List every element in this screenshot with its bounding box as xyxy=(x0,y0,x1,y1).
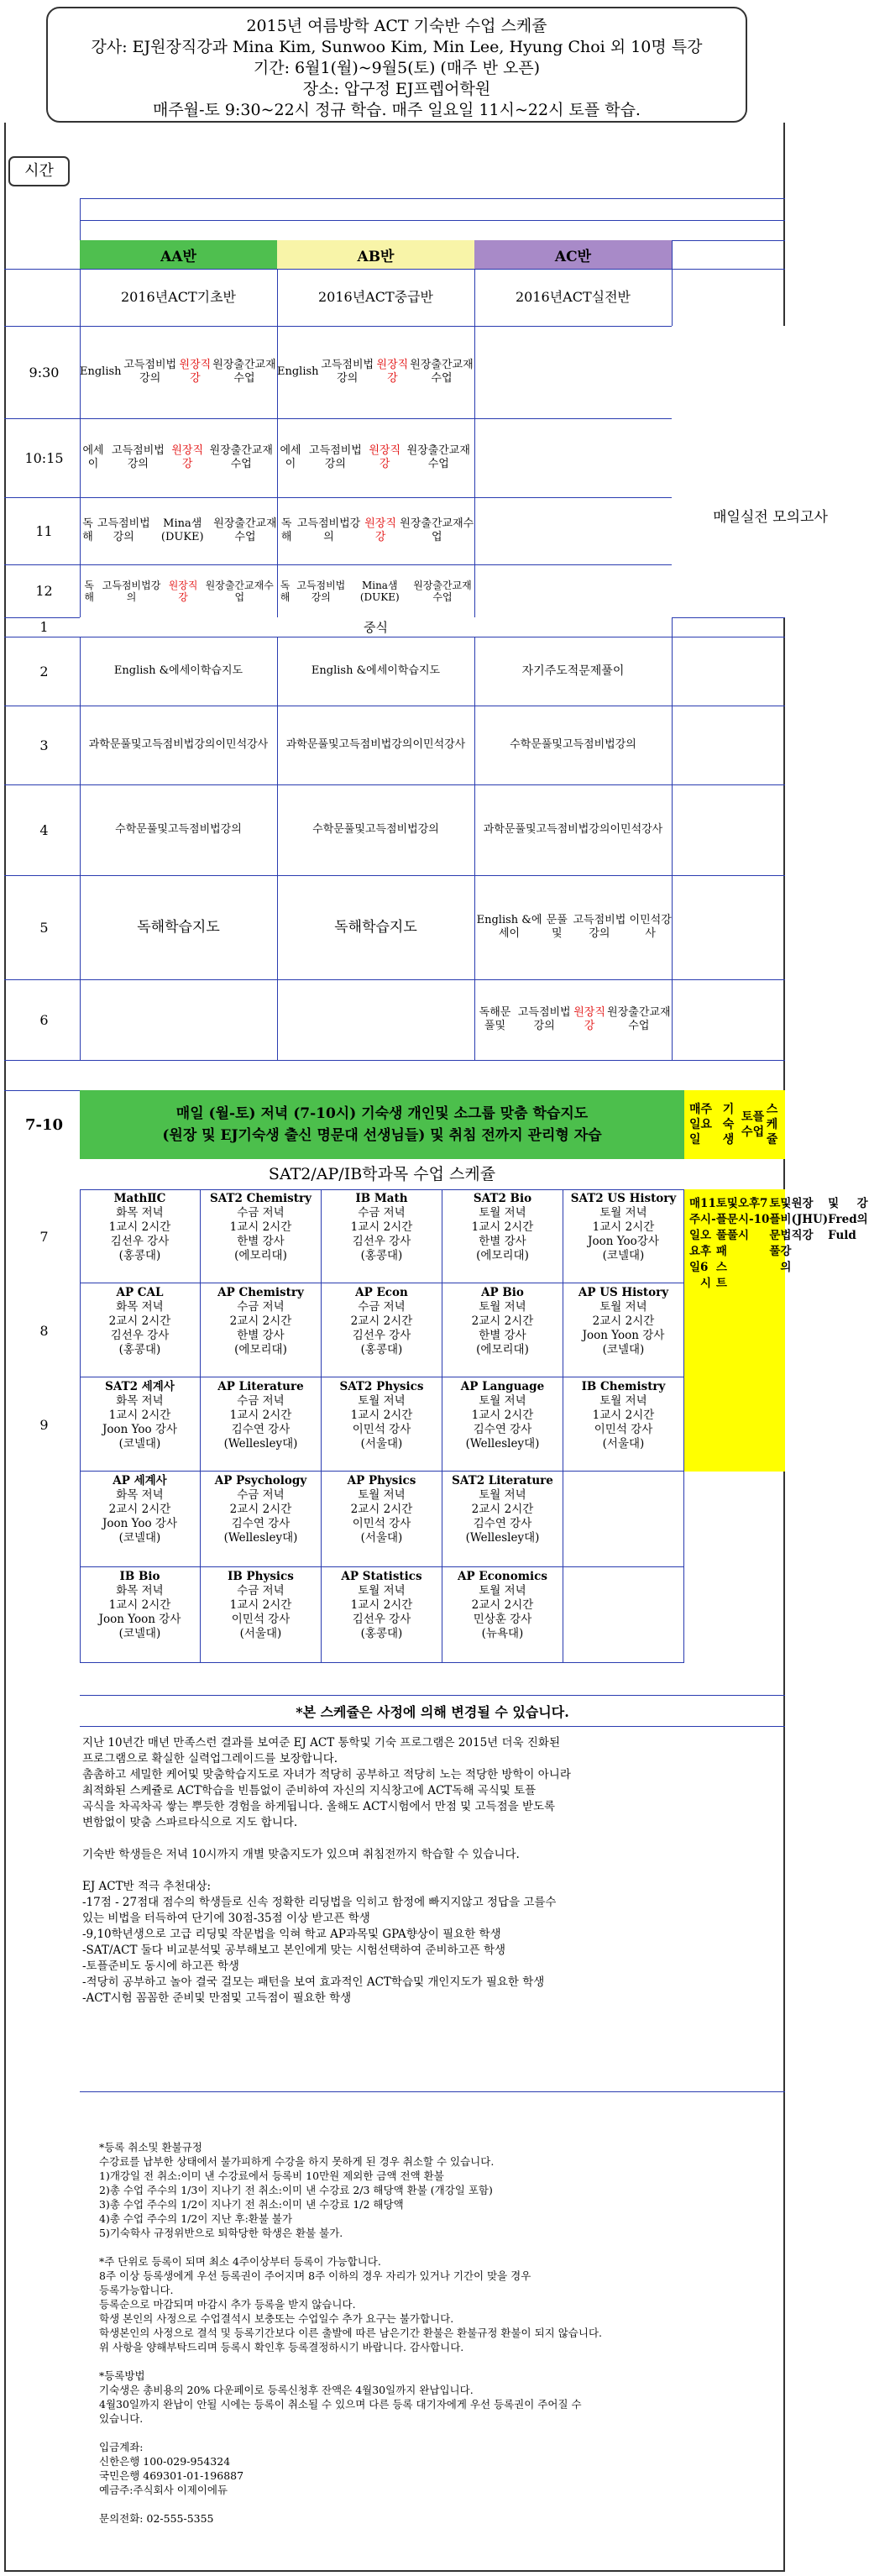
grid-line xyxy=(80,198,785,199)
sat2-class: SAT2 Bio 토월 저녁 1교시 2시간 한별 강사 (에모리대) xyxy=(442,1189,563,1283)
intro-line: 있는 비법을 터득하여 단기에 30점-35점 이상 받고픈 학생 xyxy=(82,1912,370,1925)
sat2-class: SAT2 US History 토월 저녁 1교시 2시간 Joon Yoo강사 (코넬대) xyxy=(563,1189,684,1283)
time-slot-t1015: 10:15 xyxy=(24,449,64,466)
refund-line: 5)기숙학사 규정위반으로 퇴학당한 학생은 환불 불가. xyxy=(99,2227,343,2239)
refund-line: 문의전화: 02-555-5355 xyxy=(99,2512,214,2525)
class-header-1 xyxy=(80,240,277,269)
intro-line: -9,10학년생으로 고급 리딩및 작문법을 익혀 학교 AP과목및 GPA향상이 필요한 학생 xyxy=(82,1928,501,1941)
intro-line: 지난 10년간 매년 만족스런 결과를 보여준 EJ ACT 통학및 기숙 프로그램은 2015년 더욱 진화된 xyxy=(82,1736,560,1750)
refund-line: 수강료를 납부한 상태에서 불가피하게 수강을 하지 못하게 된 경우 취소할 수 있습니다. xyxy=(99,2155,495,2168)
refund-line xyxy=(99,2240,771,2254)
time-slot-t6: 6 xyxy=(39,1011,49,1028)
time-slot-t5: 5 xyxy=(39,919,49,936)
intro-line: 최적화된 스케쥴로 ACT학습을 빈틈없이 준비하여 자신의 지식창고에 ACT독해 곡식및 토플 xyxy=(82,1784,537,1797)
sat2-class: AP Chemistry 수금 저녁 2교시 2시간 한별 강사 (에모리대) xyxy=(201,1283,322,1377)
intro-line xyxy=(82,1831,779,1847)
schedule-title: 2015년 여름방학 ACT 기숙반 수업 스케쥴 xyxy=(246,17,547,35)
sat2-class: SAT2 Literature 토월 저녁 2교시 2시간 김수연 강사 (Wellesley대) xyxy=(442,1472,563,1567)
refund-line: 있습니다. xyxy=(99,2412,144,2425)
ab-1015: 에세이 고득점비법강의 원장직강 원장출간교재수업 xyxy=(280,444,470,470)
sat2-class: AP Bio 토월 저녁 2교시 2시간 한별 강사 (에모리대) xyxy=(442,1283,563,1377)
grid-line xyxy=(80,220,785,221)
refund-line: 예금주:주식회사 이제이에듀 xyxy=(99,2484,228,2496)
aa-1015: 에세이 고득점비법강의 원장직강 원장출간교재수업 xyxy=(82,444,273,470)
refund-line: 입금계좌: xyxy=(99,2441,144,2453)
ac-930 xyxy=(672,326,869,418)
ac-2: 자기주도적문제풀이 xyxy=(521,664,625,678)
time-slot-t4: 4 xyxy=(39,821,49,838)
refund-line: 1)개강일 전 취소:이미 낸 수강료에서 등록비 10만원 제외한 금액 전액 환불 xyxy=(99,2169,444,2182)
ab-12: 독해 고득점비법강의 Mina샘(DUKE) 원장출간교재수업 xyxy=(280,579,472,603)
sat2-class: IB Bio 화목 저녁 1교시 2시간 Joon Yoon 강사 (코넬대) xyxy=(80,1567,201,1663)
refund-line: 3)총 수업 주수의 1/2이 지나기 전 취소:이미 낸 수강료 1/2 해당액 xyxy=(99,2198,404,2211)
time-slot-t11: 11 xyxy=(35,522,53,539)
class-schedule-grid xyxy=(4,193,828,1159)
sat2-class: AP Economics 토월 저녁 2교시 2시간 민상훈 강사 (뉴욕대) xyxy=(442,1567,563,1663)
class-header-2 xyxy=(277,240,474,269)
grid-line xyxy=(80,1189,81,1663)
intro-line: 촘촘하고 세밀한 케어및 맞춤학습지도로 자녀가 적당히 공부하고 적당히 노는 적당한 방학이 아니라 xyxy=(82,1768,571,1781)
intro-line: -17점 - 27점대 점수의 학생들로 신속 정확한 리딩법을 익히고 함정에 빠지지않고 정답을 고를수 xyxy=(82,1896,557,1909)
intro-line: -적당히 공부하고 놀아 결국 걸모는 패턴을 보여 효과적인 ACT학습및 개인지도가 필요한 학생 xyxy=(82,1975,545,1989)
ab-930: English 고득점비법강의 원장직강 원장출간교재수업 xyxy=(277,359,474,385)
sunday-detail: 매주 일요일 11시-오후6시 토플 풀패스트 및 문풀 오후7시-10시 토플문풀 및 비법강의 원장(JHU)직강 및 Fred Fuld 강의 xyxy=(684,1189,785,1472)
sat2-class: SAT2 세계사 화목 저녁 1교시 2시간 Joon Yoo 강사 (코넬대) xyxy=(80,1377,201,1472)
divider xyxy=(80,2091,785,2092)
sat2-schedule-grid xyxy=(4,1159,868,1663)
refund-line xyxy=(99,2426,771,2440)
refund-line: 학생본인의 사정으로 결석 및 등록기간보다 이른 출발에 따른 남은기간 환불은 환불규정 환불이 되지 않습니다. xyxy=(99,2327,603,2339)
class-name: AB반 xyxy=(357,248,395,265)
refund-line: 위 사항을 양해부탁드리며 등록시 확인후 등록결정하시기 바랍니다. 감사합니다. xyxy=(99,2341,464,2353)
intro-line: -SAT/ACT 둘다 비교분석및 공부해보고 본인에게 맞는 시험선택하여 준비하고픈 학생 xyxy=(82,1944,506,1957)
aa-12: 독해 고득점비법강의 원장직강 원장출간교재수업 xyxy=(84,579,274,603)
schedule-header xyxy=(46,7,747,123)
refund-line: *주 단위로 등록이 되며 최소 4주이상부터 등록이 가능합니다. xyxy=(99,2255,381,2268)
lunch: 중식 xyxy=(80,617,672,637)
grid-line xyxy=(4,269,785,270)
refund-line: *등록 취소및 환불규정 xyxy=(99,2141,202,2154)
refund-line: 2)총 수업 주수의 1/3이 지나기 전 취소:이미 낸 수강료 2/3 해당액 환불 (개강일 포함) xyxy=(99,2184,493,2196)
class-header-3 xyxy=(474,240,672,269)
time-slot-t2: 2 xyxy=(39,663,49,679)
class-info-2: 2016년 ACT 중급반 xyxy=(317,289,434,305)
ab-4: 수학문풀및 고득점비법강의 xyxy=(312,823,439,836)
intro-line: EJ ACT반 적극 추천대상: xyxy=(82,1880,212,1893)
refund-policy xyxy=(99,2140,771,2526)
sat2-class: MathⅡC 화목 저녁 1교시 2시간 김선우 강사 (홍콩대) xyxy=(80,1189,201,1283)
intro-line xyxy=(82,1863,779,1879)
time-slot-t930: 9:30 xyxy=(29,364,60,380)
sat2-class: AP Econ 수금 저녁 2교시 2시간 김선우 강사 (홍콩대) xyxy=(322,1283,442,1377)
ab-11: 독해 고득점비법강의 원장직강 원장출간교재수업 xyxy=(280,517,474,543)
sat2-class: SAT2 Chemistry 수금 저녁 1교시 2시간 한별 강사 (에모리대) xyxy=(201,1189,322,1283)
program-intro xyxy=(82,1735,779,2007)
sat2-class: IB Chemistry 토월 저녁 1교시 2시간 이민석 강사 (서울대) xyxy=(563,1377,684,1472)
time-label: 시간 xyxy=(8,156,70,186)
intro-line: -ACT시험 꼼꼼한 준비및 만점및 고득점이 필요한 학생 xyxy=(82,1991,352,2005)
sat2-time: 9 xyxy=(39,1416,49,1433)
time-slot-t12: 12 xyxy=(35,583,53,599)
aa-930: English 고득점비법강의 원장직강 원장출간교재수업 xyxy=(80,359,276,385)
aa-4: 수학문풀및 고득점비법강의 xyxy=(115,823,242,836)
evening-study-block: 매일 (월-토) 저녁 (7-10시) 기숙생 개인및 소그룹 맞춤 학습지도 (원장 및 EJ기숙생 출신 명문대 선생님들) 및 취침 전까지 관리형 자습 xyxy=(80,1090,684,1159)
aa-5: 독해학습지도 xyxy=(137,919,220,936)
intro-line: 프로그램으로 확실한 실력업그레이드를 보장합니다. xyxy=(82,1752,338,1765)
time-slot-t710: 7-10 xyxy=(24,1115,64,1134)
sat2-class: AP Language 토월 저녁 1교시 2시간 김수연 강사 (Wellesley대) xyxy=(442,1377,563,1472)
aa-2: English &에세이 학습지도 xyxy=(113,664,243,677)
refund-line: 8주 이상 등록생에게 우선 등록권이 주어지며 8주 이하의 경우 자리가 있거나 기간이 맞을 경우 xyxy=(99,2269,531,2282)
period-line: 기간: 6월1(월)~9월5(토) (매주 반 오픈) xyxy=(253,59,541,77)
refund-line: 국민은행 469301-01-196887 xyxy=(99,2469,244,2482)
class-name: AC반 xyxy=(554,248,592,265)
sat2-class: SAT2 Physics 토월 저녁 1교시 2시간 이민석 강사 (서울대) xyxy=(322,1377,442,1472)
hours-line: 매주월-토 9:30~22시 정규 학습. 매주 일요일 11시~22시 토플 학습. xyxy=(153,101,641,119)
ab-5: 독해학습지도 xyxy=(334,919,417,936)
sat2-class: AP Physics 토월 저녁 2교시 2시간 이민석 강사 (서울대) xyxy=(322,1472,442,1567)
schedule-change-notice: *본 스케쥴은 사정에 의해 변경될 수 있습니다. xyxy=(80,1695,785,1727)
ac-4: 과학문풀및 고득점비법강의 이민석강사 xyxy=(483,823,663,836)
sat2-class: IB Physics 수금 저녁 1교시 2시간 이민석 강사 (서울대) xyxy=(201,1567,322,1663)
sat2-title: SAT2/AP/IB학과목 수업 스케쥴 xyxy=(268,1165,496,1183)
ac-5: English &에세이 문풀및 고득점비법강의 이민석강사 xyxy=(476,914,672,940)
sunday-title: 매주 일요일 기숙생 토플수업 스케쥴 xyxy=(684,1090,785,1159)
refund-line: 4)총 수업 주수의 1/2이 지난 후:환불 불가 xyxy=(99,2212,293,2225)
refund-line: 등록가능합니다. xyxy=(99,2284,174,2296)
sat2-class: IB Math 수금 저녁 1교시 2시간 김선우 강사 (홍콩대) xyxy=(322,1189,442,1283)
intro-line: 곡식을 차곡차곡 쌓는 뿌듯한 경험을 하게됩니다. 올해도 ACT시험에서 만점 및 고득점을 받도록 xyxy=(82,1800,556,1813)
refund-line xyxy=(99,2354,771,2369)
ab-3: 과학문풀및 고득점비법강의 이민석강사 xyxy=(285,738,466,751)
refund-line: 학생 본인의 사정으로 수업결석시 보충또는 수업일수 추가 요구는 불가합니다. xyxy=(99,2312,454,2325)
refund-line: 신한은행 100-029-954324 xyxy=(99,2455,231,2468)
aa-11: 독해 고득점비법강의 Mina샘(DUKE) 원장출간교재수업 xyxy=(82,517,277,543)
sat2-class xyxy=(563,1472,684,1567)
ac-3: 수학문풀및 고득점비법강의 xyxy=(510,738,636,751)
sat2-time: 7 xyxy=(39,1228,49,1245)
ac-6: 독해문풀및 고득점비법강의 원장직강 원장출간교재수업 xyxy=(479,1006,671,1032)
intro-line: 기숙반 학생들은 저녁 10시까지 개별 맞춤지도가 있으며 취침전까지 학습할 수 있습니다. xyxy=(82,1848,520,1861)
refund-line xyxy=(99,2497,771,2511)
time-slot-t3: 3 xyxy=(39,737,49,753)
class-info-1: 2016년 ACT 기초반 xyxy=(120,289,237,305)
refund-line: 기숙생은 총비용의 20% 다운페이로 등록신청후 잔액은 4월30일까지 완납입니다. xyxy=(99,2384,474,2396)
refund-line: *등록방법 xyxy=(99,2369,145,2382)
sat2-class: AP Literature 수금 저녁 1교시 2시간 김수연 강사 (Wellesley대) xyxy=(201,1377,322,1472)
instructors-line: 강사: EJ원장직강과 Mina Kim, Sunwoo Kim, Min Lee, Hyung Choi 외 10명 특강 xyxy=(91,38,703,56)
refund-line: 4월30일까지 완납이 안될 시에는 등록이 취소될 수 있으며 다른 등록 대기자에게 우선 등록권이 주어질 수 xyxy=(99,2398,582,2411)
intro-line: -토플준비도 동시에 하고픈 학생 xyxy=(82,1960,239,1973)
grid-line xyxy=(4,1060,785,1061)
place-line: 장소: 압구정 EJ프렙어학원 xyxy=(302,80,491,98)
ac-mock-exam: 매일 실전 모의고사 xyxy=(672,418,869,617)
time-slot-t1: 1 xyxy=(39,619,49,635)
sat2-class: AP Psychology 수금 저녁 2교시 2시간 김수연 강사 (Wellesley대) xyxy=(201,1472,322,1567)
intro-line: 변함없이 맞춤 스파르타식으로 지도 합니다. xyxy=(82,1816,298,1829)
ab-2: English &에세이 학습지도 xyxy=(311,664,441,677)
sat2-class: AP 세계사 화목 저녁 2교시 2시간 Joon Yoo 강사 (코넬대) xyxy=(80,1472,201,1567)
sat2-class: AP US History 토월 저녁 2교시 2시간 Joon Yoon 강사 (코넬대) xyxy=(563,1283,684,1377)
class-name: AA반 xyxy=(160,248,196,265)
class-info-3: 2016년 ACT 실전반 xyxy=(515,289,631,305)
sat2-class: AP CAL 화목 저녁 2교시 2시간 김선우 강사 (홍콩대) xyxy=(80,1283,201,1377)
refund-line: 등록순으로 마감되며 마감시 추가 등록을 받지 않습니다. xyxy=(99,2298,356,2311)
sat2-class xyxy=(563,1567,684,1663)
sat2-time: 8 xyxy=(39,1322,49,1339)
sat2-class: AP Statistics 토월 저녁 1교시 2시간 김선우 강사 (홍콩대) xyxy=(322,1567,442,1663)
aa-3: 과학문풀및 고득점비법강의 이민석강사 xyxy=(88,738,269,751)
